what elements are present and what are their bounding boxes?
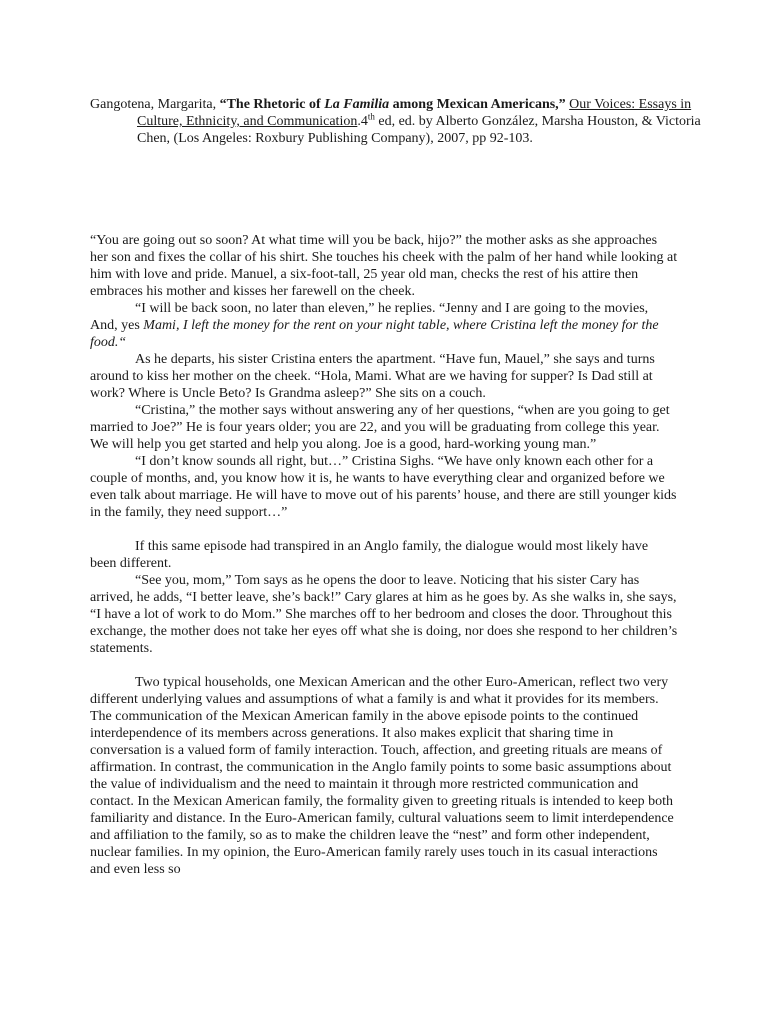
essay-body <box>90 232 678 878</box>
paragraph: If this same episode had transpired in an Anglo family, the dialogue would most likely have been different. <box>90 539 649 571</box>
citation-publication-details: ed, ed. by Alberto González, Marsha Houston, & Victoria Chen, (Los Angeles: Roxbury Publishing Company), 2007, pp 92-103. <box>137 114 701 146</box>
citation-source-title: Our Voices: Essays in Culture, Ethnicity, and Communication <box>137 97 692 129</box>
paragraph: “See you, mom,” Tom says as he opens the door to leave. Noticing that his sister Cary has arrived, he adds, “I better leave, she’s back!” Cary glares at him as he goes by. As she walks in, she says, “I have a lot of work to do Mom.” She marches off to her bedroom and closes the door. Throughout this exchange, the mother does not take her eyes off what she is doing, nor does she respond to her children’s statements. <box>90 573 678 656</box>
paragraph-gap <box>90 657 678 674</box>
paragraph-gap <box>90 521 678 538</box>
citation-article-title: “The Rhetoric of La Familia among Mexican Americans,” <box>219 97 566 112</box>
paragraph: As he departs, his sister Cristina enters the apartment. “Have fun, Mauel,” she says and turns around to kiss her mother on the cheek. “Hola, Mami. What are we having for supper? Is Dad still at work? Where is Uncle Beto? Is Grandma asleep?” She sits on a couch. <box>90 352 655 401</box>
citation-author: Gangotena, Margarita, <box>90 97 220 112</box>
bibliographic-citation <box>90 96 737 147</box>
paragraph: “I don’t know sounds all right, but…” Cristina Sighs. “We have only known each other for a couple of months, and, you know how it is, he wants to have everything clear and organized before we even talk about marriage. He will have to move out of his parents’ house, and there are still younger kids in the family, they need support…” <box>90 454 677 520</box>
paragraph: “You are going out so soon? At what time will you be back, hijo?” the mother asks as she approaches her son and fixes the collar of his shirt. She touches his cheek with the palm of her hand while looking at him with love and pride. Manuel, a six-foot-tall, 25 year old man, checks the rest of his attire then embraces his mother and kisses her farewell on the cheek. <box>90 233 678 299</box>
italic-quote: Mami, I left the money for the rent on your night table, where Cristina left the money for the food.“ <box>90 318 659 350</box>
paragraph: Two typical households, one Mexican American and the other Euro-American, reflect two very different underlying values and assumptions of what a family is and what it provides for its members. The communication of the Mexican American family in the above episode points to the continued interdependence of its members across generations. It also makes explicit that sharing time in conversation is a valued form of family interaction. Touch, affection, and greeting rituals are means of affirmation. In contrast, the communication in the Anglo family points to some basic assumptions about the value of individualism and the need to maintain it through more restricted communication and contact. In the Mexican American family, the formality given to greeting rituals is intended to keep both familiarity and distance. In the Euro-American family, cultural valuations seem to limit interdependence and affiliation to the family, so as to make the children leave the “nest” and form other independent, nuclear families. In my opinion, the Euro-American family rarely uses touch in its casual interactions and even less so <box>90 675 674 877</box>
citation-edition-sup: th <box>367 111 375 122</box>
citation-edition: .4 <box>357 114 368 129</box>
paragraph: “Cristina,” the mother says without answering any of her questions, “when are you going to get married to Joe?” He is four years older; you are 22, and you will be graduating from college this year. We will help you get started and help you along. Joe is a good, hard-working young man.” <box>90 403 670 452</box>
paragraph: “I will be back soon, no later than eleven,” he replies. “Jenny and I are going to the movies, And, yes Mami, I left the money for the rent on your night table, where Cristina left the money for the food.“ <box>90 301 659 350</box>
